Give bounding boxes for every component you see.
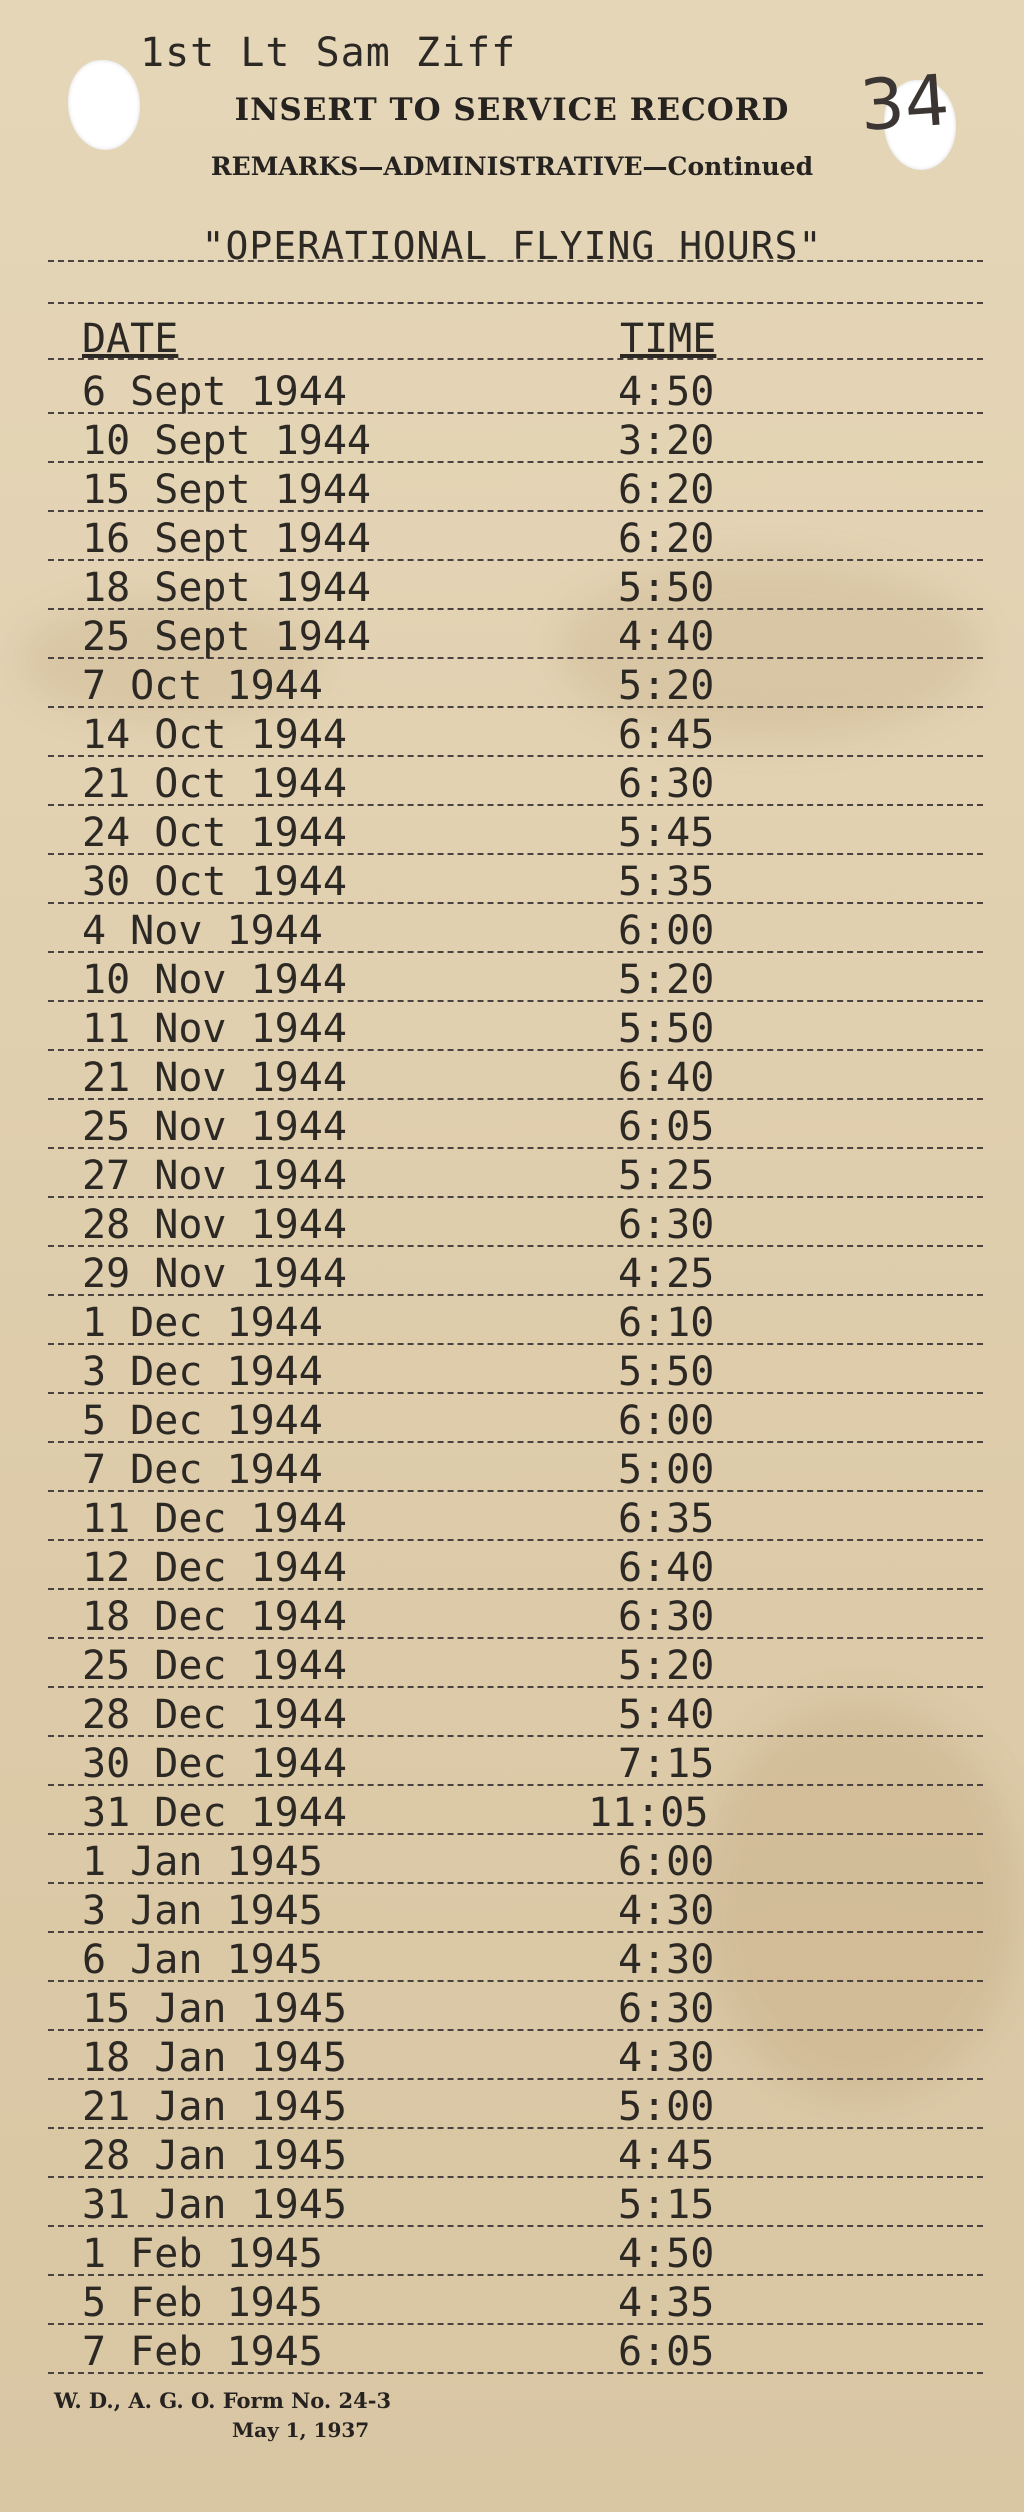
table-row	[48, 1636, 983, 1688]
flight-time: 5:15	[618, 2182, 715, 2228]
flight-time: 6:35	[618, 1496, 715, 1542]
table-row	[48, 2028, 983, 2080]
table-row	[48, 2322, 983, 2374]
flight-time: 5:45	[618, 810, 715, 856]
table-row	[48, 705, 983, 757]
flight-time: 4:30	[618, 1888, 715, 1934]
table-row	[48, 2126, 983, 2178]
table-row	[48, 1832, 983, 1884]
table-row	[48, 1048, 983, 1100]
flight-time: 4:40	[618, 614, 715, 660]
flight-time: 6:00	[618, 1839, 715, 1885]
table-row	[48, 1440, 983, 1492]
table-row	[48, 1195, 983, 1247]
flight-time: 6:30	[618, 1594, 715, 1640]
flight-date: 3 Dec 1944	[82, 1349, 323, 1395]
flight-date: 18 Sept 1944	[82, 565, 371, 611]
table-row	[48, 411, 983, 463]
table-row	[48, 1097, 983, 1149]
flight-time: 11:05	[588, 1790, 709, 1836]
table-row	[48, 1783, 983, 1835]
flight-date: 7 Feb 1945	[82, 2329, 323, 2375]
flight-time: 5:00	[618, 1447, 715, 1493]
section-heading: "OPERATIONAL FLYING HOURS"	[201, 224, 823, 268]
table-row	[48, 2175, 983, 2227]
flight-time: 5:20	[618, 957, 715, 1003]
flight-date: 24 Oct 1944	[82, 810, 347, 856]
flight-date: 5 Feb 1945	[82, 2280, 323, 2326]
table-row	[48, 1685, 983, 1737]
flight-time: 5:50	[618, 565, 715, 611]
flight-date: 25 Dec 1944	[82, 1643, 347, 1689]
flight-time: 6:45	[618, 712, 715, 758]
flight-date: 15 Sept 1944	[82, 467, 371, 513]
flight-date: 4 Nov 1944	[82, 908, 323, 954]
table-row	[48, 1538, 983, 1590]
table-row	[48, 2224, 983, 2276]
table-row	[48, 901, 983, 953]
flight-date: 15 Jan 1945	[82, 1986, 347, 2032]
remarks-line: REMARKS—ADMINISTRATIVE—Continued	[210, 152, 814, 181]
flight-date: 25 Sept 1944	[82, 614, 371, 660]
flight-time: 5:35	[618, 859, 715, 905]
flight-time: 5:00	[618, 2084, 715, 2130]
flight-date: 29 Nov 1944	[82, 1251, 347, 1297]
table-row	[48, 950, 983, 1002]
flight-time: 7:15	[618, 1741, 715, 1787]
officer-name: 1st Lt Sam Ziff	[140, 30, 517, 76]
flight-time: 5:25	[618, 1153, 715, 1199]
flight-time: 4:35	[618, 2280, 715, 2326]
flight-date: 30 Oct 1944	[82, 859, 347, 905]
flight-date: 28 Dec 1944	[82, 1692, 347, 1738]
table-row	[48, 852, 983, 904]
table-row	[48, 1881, 983, 1933]
table-row	[48, 1587, 983, 1639]
flight-time: 4:25	[618, 1251, 715, 1297]
flight-date: 21 Nov 1944	[82, 1055, 347, 1101]
flight-time: 4:45	[618, 2133, 715, 2179]
table-row	[48, 1293, 983, 1345]
dotted-rule	[48, 358, 983, 360]
dotted-rule	[48, 302, 983, 304]
flight-time: 6:00	[618, 908, 715, 954]
table-row	[48, 1391, 983, 1443]
table-row	[48, 999, 983, 1051]
flight-time: 6:10	[618, 1300, 715, 1346]
handwritten-number: 34	[857, 58, 952, 148]
table-row	[48, 1979, 983, 2031]
flight-time: 6:00	[618, 1398, 715, 1444]
flight-date: 1 Dec 1944	[82, 1300, 323, 1346]
table-row	[48, 1489, 983, 1541]
flight-date: 7 Oct 1944	[82, 663, 323, 709]
flight-time: 6:20	[618, 467, 715, 513]
flight-date: 10 Nov 1944	[82, 957, 347, 1003]
table-row	[48, 803, 983, 855]
flight-time: 4:30	[618, 2035, 715, 2081]
date-column-header: DATE	[82, 316, 179, 362]
flight-date: 3 Jan 1945	[82, 1888, 323, 1934]
form-date: May 1, 1937	[232, 2418, 370, 2442]
table-row	[48, 2273, 983, 2325]
flight-time: 6:40	[618, 1055, 715, 1101]
flight-time: 6:30	[618, 761, 715, 807]
flight-date: 6 Sept 1944	[82, 369, 347, 415]
flight-date: 1 Jan 1945	[82, 1839, 323, 1885]
flight-date: 28 Nov 1944	[82, 1202, 347, 1248]
flight-date: 30 Dec 1944	[82, 1741, 347, 1787]
flight-time: 5:20	[618, 663, 715, 709]
flight-date: 31 Jan 1945	[82, 2182, 347, 2228]
flight-time: 6:20	[618, 516, 715, 562]
flight-time: 5:40	[618, 1692, 715, 1738]
table-row	[48, 1734, 983, 1786]
flight-date: 25 Nov 1944	[82, 1104, 347, 1150]
flight-date: 28 Jan 1945	[82, 2133, 347, 2179]
flight-date: 11 Nov 1944	[82, 1006, 347, 1052]
table-row	[48, 509, 983, 561]
flight-time: 4:50	[618, 369, 715, 415]
table-row	[48, 1930, 983, 1982]
flight-time: 6:05	[618, 2329, 715, 2375]
flight-date: 18 Jan 1945	[82, 2035, 347, 2081]
form-title: INSERT TO SERVICE RECORD	[234, 92, 790, 128]
table-row	[48, 754, 983, 806]
flight-date: 11 Dec 1944	[82, 1496, 347, 1542]
table-row	[48, 558, 983, 610]
flight-date: 21 Oct 1944	[82, 761, 347, 807]
flight-date: 14 Oct 1944	[82, 712, 347, 758]
flight-date: 10 Sept 1944	[82, 418, 371, 464]
table-row	[48, 2077, 983, 2129]
flight-time: 6:30	[618, 1986, 715, 2032]
flight-time: 6:30	[618, 1202, 715, 1248]
flight-time: 3:20	[618, 418, 715, 464]
flight-date: 1 Feb 1945	[82, 2231, 323, 2277]
flight-date: 21 Jan 1945	[82, 2084, 347, 2130]
flight-time: 4:30	[618, 1937, 715, 1983]
flight-date: 18 Dec 1944	[82, 1594, 347, 1640]
flight-date: 5 Dec 1944	[82, 1398, 323, 1444]
flight-date: 16 Sept 1944	[82, 516, 371, 562]
flight-time: 6:40	[618, 1545, 715, 1591]
flight-time: 5:20	[618, 1643, 715, 1689]
table-row	[48, 1146, 983, 1198]
flight-date: 6 Jan 1945	[82, 1937, 323, 1983]
flight-time: 5:50	[618, 1349, 715, 1395]
table-row	[48, 1342, 983, 1394]
flight-date: 31 Dec 1944	[82, 1790, 347, 1836]
flight-time: 6:05	[618, 1104, 715, 1150]
flight-time: 4:50	[618, 2231, 715, 2277]
flight-date: 7 Dec 1944	[82, 1447, 323, 1493]
flight-time: 5:50	[618, 1006, 715, 1052]
table-row	[48, 607, 983, 659]
flight-date: 12 Dec 1944	[82, 1545, 347, 1591]
time-column-header: TIME	[620, 316, 717, 362]
table-row	[48, 460, 983, 512]
table-row	[48, 656, 983, 708]
flight-date: 27 Nov 1944	[82, 1153, 347, 1199]
form-number: W. D., A. G. O. Form No. 24-3	[54, 2388, 392, 2413]
table-row	[48, 1244, 983, 1296]
table-row	[48, 362, 983, 414]
